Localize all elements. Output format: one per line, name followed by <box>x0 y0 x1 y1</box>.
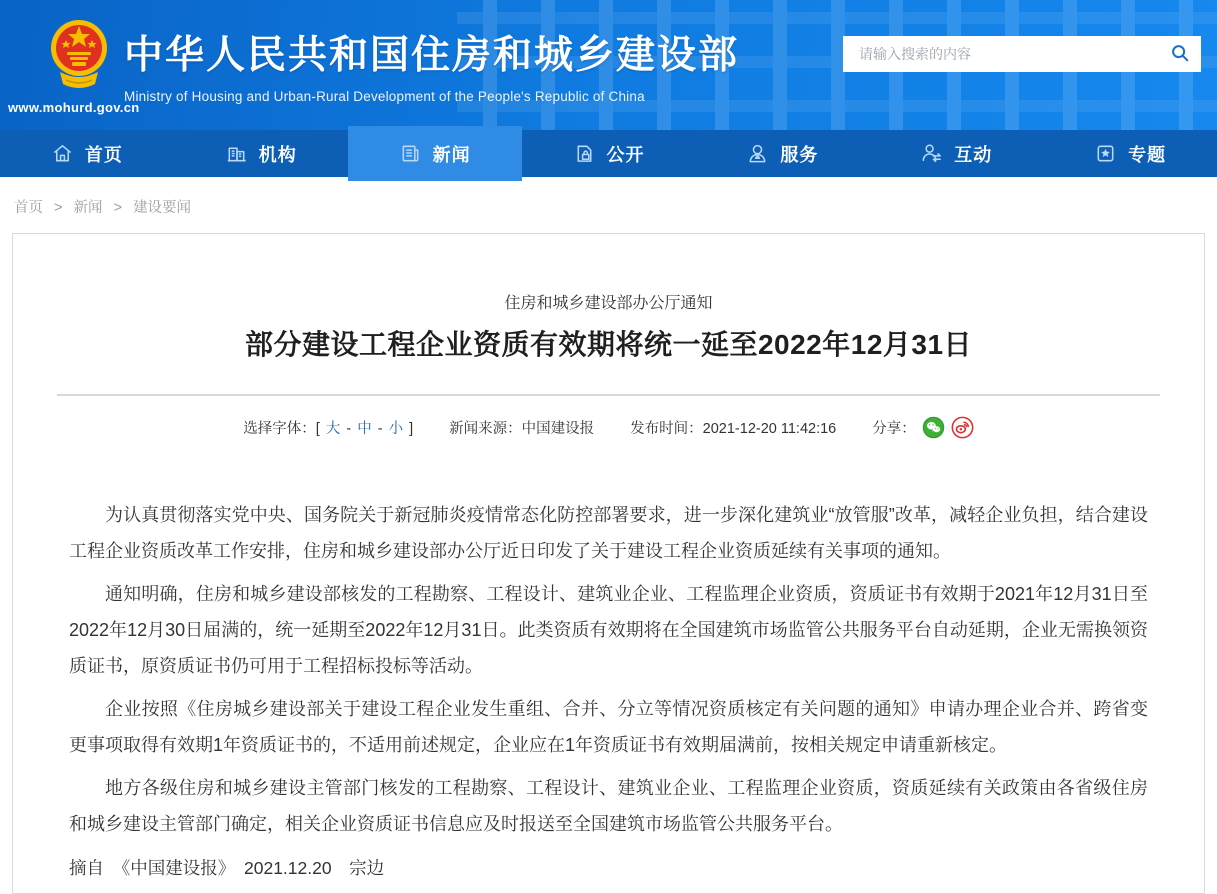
font-size-selector <box>243 417 413 438</box>
nav-item-label: 专题 <box>1128 144 1167 165</box>
nav-item-label: 首页 <box>84 144 123 165</box>
font-selector-prefix: 选择字体：[ <box>243 421 320 437</box>
wechat-icon[interactable] <box>922 416 945 439</box>
search-box <box>843 36 1201 72</box>
article-meta-row <box>13 416 1204 439</box>
building-icon <box>225 142 248 165</box>
article-paragraph: 为认真贯彻落实党中央、国务院关于新冠肺炎疫情常态化防控部署要求，进一步深化建筑业“放管服”改革，减轻企业负担，结合建设工程企业资质改革工作安排，住房和城乡建设部办公厅近日印发了关于建设工程企业资质延续有关事项的通知。 <box>69 505 1148 561</box>
site-header <box>0 0 1217 130</box>
nav-item-label: 新闻 <box>432 144 471 165</box>
search-button[interactable] <box>1159 36 1201 72</box>
font-size-large-link[interactable]: 大 <box>325 421 341 437</box>
star-badge-icon <box>1094 142 1117 165</box>
title-divider <box>57 394 1160 396</box>
document-lock-icon <box>573 142 596 165</box>
article-body <box>69 497 1148 886</box>
nav-item-interaction[interactable] <box>869 130 1043 177</box>
share-label: 分享： <box>872 421 916 437</box>
site-title-cn: 中华人民共和国住房和城乡建设部 <box>124 34 740 77</box>
nav-item-label: 公开 <box>606 144 645 165</box>
search-input[interactable] <box>843 36 1159 72</box>
main-nav <box>0 130 1217 177</box>
publish-time: 发布时间：2021-12-20 11:42:16 <box>630 421 837 437</box>
nav-item-topics[interactable] <box>1043 130 1217 177</box>
article-title: 部分建设工程企业资质有效期将统一延至2022年12月31日 <box>244 329 973 360</box>
site-title-en: Ministry of Housing and Urban-Rural Development of the People's Republic of China <box>124 89 645 104</box>
font-selector-dash: - <box>377 421 383 437</box>
font-size-small-link[interactable]: 小 <box>388 421 404 437</box>
service-person-icon <box>746 142 769 165</box>
breadcrumb <box>0 177 1217 233</box>
nav-item-service[interactable] <box>695 130 869 177</box>
font-size-medium-link[interactable]: 中 <box>357 421 372 437</box>
interaction-icon <box>920 142 943 165</box>
nav-item-news[interactable] <box>348 126 522 181</box>
nav-item-label: 互动 <box>954 144 993 165</box>
weibo-icon[interactable] <box>951 416 974 439</box>
title-block <box>124 24 739 104</box>
breadcrumb-separator: > <box>54 200 63 216</box>
share-group <box>872 416 974 439</box>
home-icon <box>51 142 74 165</box>
breadcrumb-link-news[interactable]: 新闻 <box>73 200 103 216</box>
nav-item-open[interactable] <box>522 130 696 177</box>
article-paragraph: 地方各级住房和城乡建设主管部门核发的工程勘察、工程设计、建筑业企业、工程监理企业资质，资质延续有关政策由各省级住房和城乡建设主管部门确定，相关企业资质证书信息应及时报送至全国建筑市场监管公共服务平台。 <box>69 778 1148 834</box>
article-paragraph: 通知明确，住房和城乡建设部核发的工程勘察、工程设计、建筑业企业、工程监理企业资质，资质证书有效期于2021年12月31日至2022年12月30日届满的，统一延期至2022年12月31日。此类资质有效期将在全国建筑市场监管公共服务平台自动延期，企业无需换领资质证书，原资质证书仍可用于工程招标投标等活动。 <box>69 584 1148 676</box>
nav-item-label: 机构 <box>258 144 297 165</box>
article-attribution: 摘自 《中国建设报》 2021.12.20 宗边 <box>69 858 385 878</box>
search-icon <box>1169 42 1191 67</box>
site-url: www.mohurd.gov.cn <box>8 100 140 115</box>
news-icon <box>399 142 422 165</box>
article-paragraph: 企业按照《住房城乡建设部关于建设工程企业发生重组、合并、分立等情况资质核定有关问题的通知》申请办理企业合并、跨省变更事项取得有效期1年资质证书的，不适用前述规定，企业应在1年资质证书有效期届满前，按相关规定申请重新核定。 <box>69 699 1148 755</box>
nav-item-org[interactable] <box>174 130 348 177</box>
font-selector-dash: - <box>346 421 352 437</box>
nav-item-label: 服务 <box>780 144 819 165</box>
news-source: 新闻来源：中国建设报 <box>449 421 595 437</box>
nav-item-home[interactable] <box>0 130 174 177</box>
breadcrumb-link-home[interactable]: 首页 <box>14 200 43 216</box>
china-national-emblem-icon <box>48 14 110 100</box>
font-selector-suffix: ] <box>409 421 414 437</box>
article-kicker: 住房和城乡建设部办公厅通知 <box>504 295 713 312</box>
article-panel <box>12 233 1205 894</box>
breadcrumb-separator: > <box>113 200 123 216</box>
breadcrumb-link-section[interactable]: 建设要闻 <box>133 200 192 216</box>
